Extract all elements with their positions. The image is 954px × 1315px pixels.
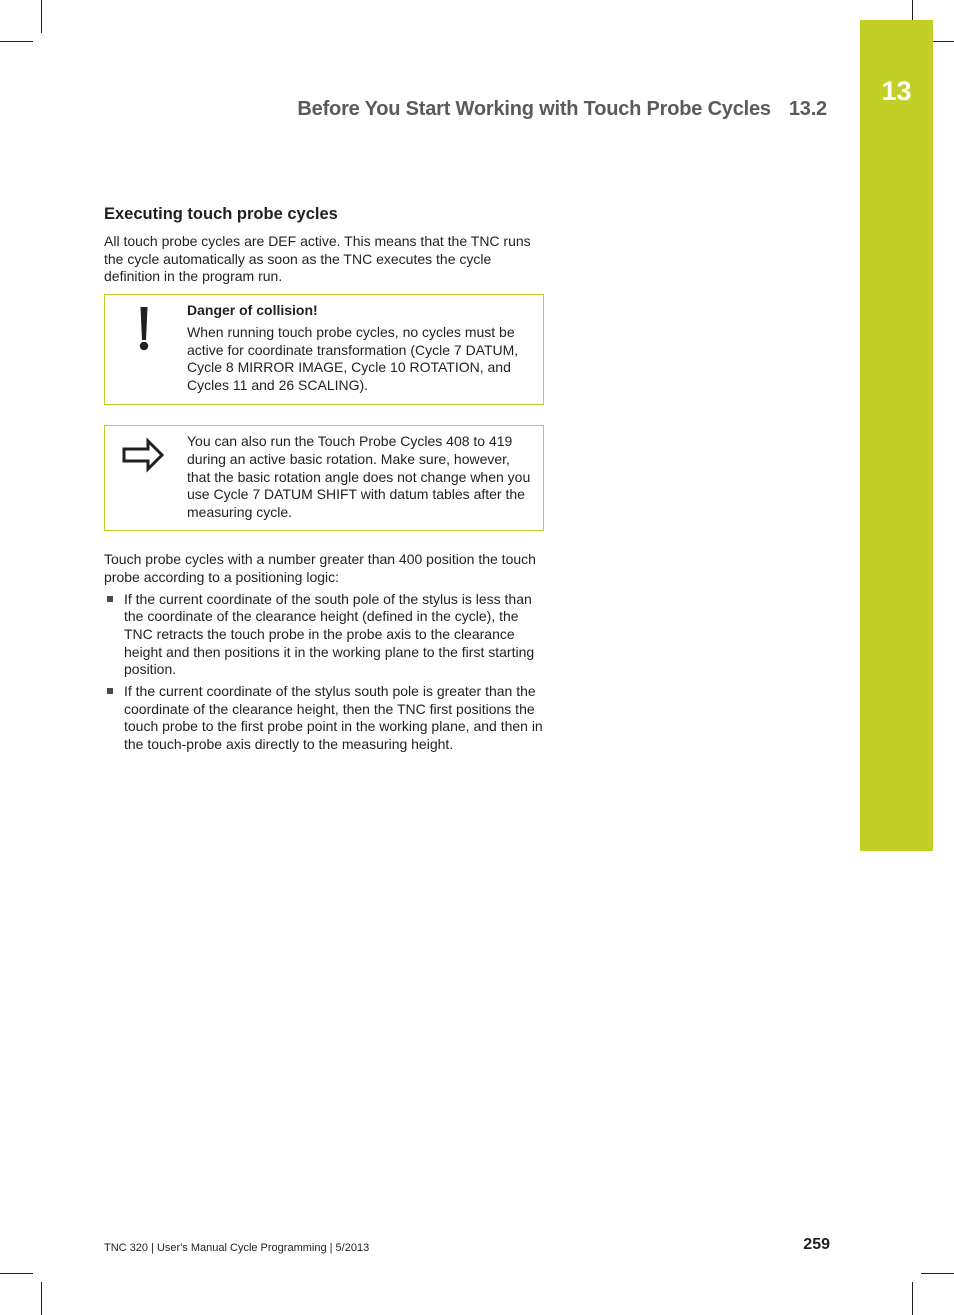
exclamation-icon [105,295,187,404]
list-item [104,683,544,754]
warning-body: When running touch probe cycles, no cycles must be active for coordinate transformation (Cycle 7 DATUM, Cycle 8 MIRROR IMAGE, Cycle 10 ROTATION, and Cycles 11 and 26 SCALING). [187,323,519,393]
warning-note [104,294,544,405]
positioning-intro: Touch probe cycles with a number greater than 400 position the touch probe according to a positioning logic: [104,551,536,585]
running-head-section: 13.2 [788,98,827,120]
bullet-square-icon [107,688,113,694]
warning-title: Danger of collision! [187,302,318,319]
crop-mark [921,1273,954,1274]
running-head-title: Before You Start Working with Touch Probe Cycles [297,98,771,120]
crop-mark [41,1282,42,1315]
running-head [297,98,827,121]
crop-mark [0,41,33,42]
list-item-text: If the current coordinate of the stylus south pole is greater than the coordinate of the clearance height, then the TNC first positions the touch probe to the first probe point in the working plane, and then in the touch-probe axis directly to the measuring height. [124,683,543,753]
arrow-right-icon [105,426,187,530]
crop-mark [0,1273,33,1274]
crop-mark [912,1282,913,1315]
footer-text: TNC 320 | User's Manual Cycle Programming | 5/2013 [104,1242,370,1254]
main-content [104,205,544,758]
list-item [104,591,544,680]
section-heading: Executing touch probe cycles [104,205,338,223]
info-note [104,425,544,531]
info-body: You can also run the Touch Probe Cycles 408 to 419 during an active basic rotation. Make sure, however, that the basic rotation angle does not change when you use Cycle 7 DATUM SHIFT with datum tables after the measuring cycle. [187,433,531,520]
bullet-square-icon [107,596,113,602]
list-item-text: If the current coordinate of the south pole of the stylus is less than the coordinate of the clearance height (defined in the cycle), the TNC retracts the touch probe in the probe axis to the clearance height and then positions it in the working plane to the first starting position. [124,590,535,678]
crop-mark [41,0,42,33]
positioning-list [104,591,544,754]
section-intro: All touch probe cycles are DEF active. This means that the TNC runs the cycle automatically as soon as the TNC executes the cycle definition in the program run. [104,233,531,285]
chapter-number: 13 [881,76,912,106]
chapter-tab [860,20,933,851]
page-number: 259 [803,1236,830,1253]
